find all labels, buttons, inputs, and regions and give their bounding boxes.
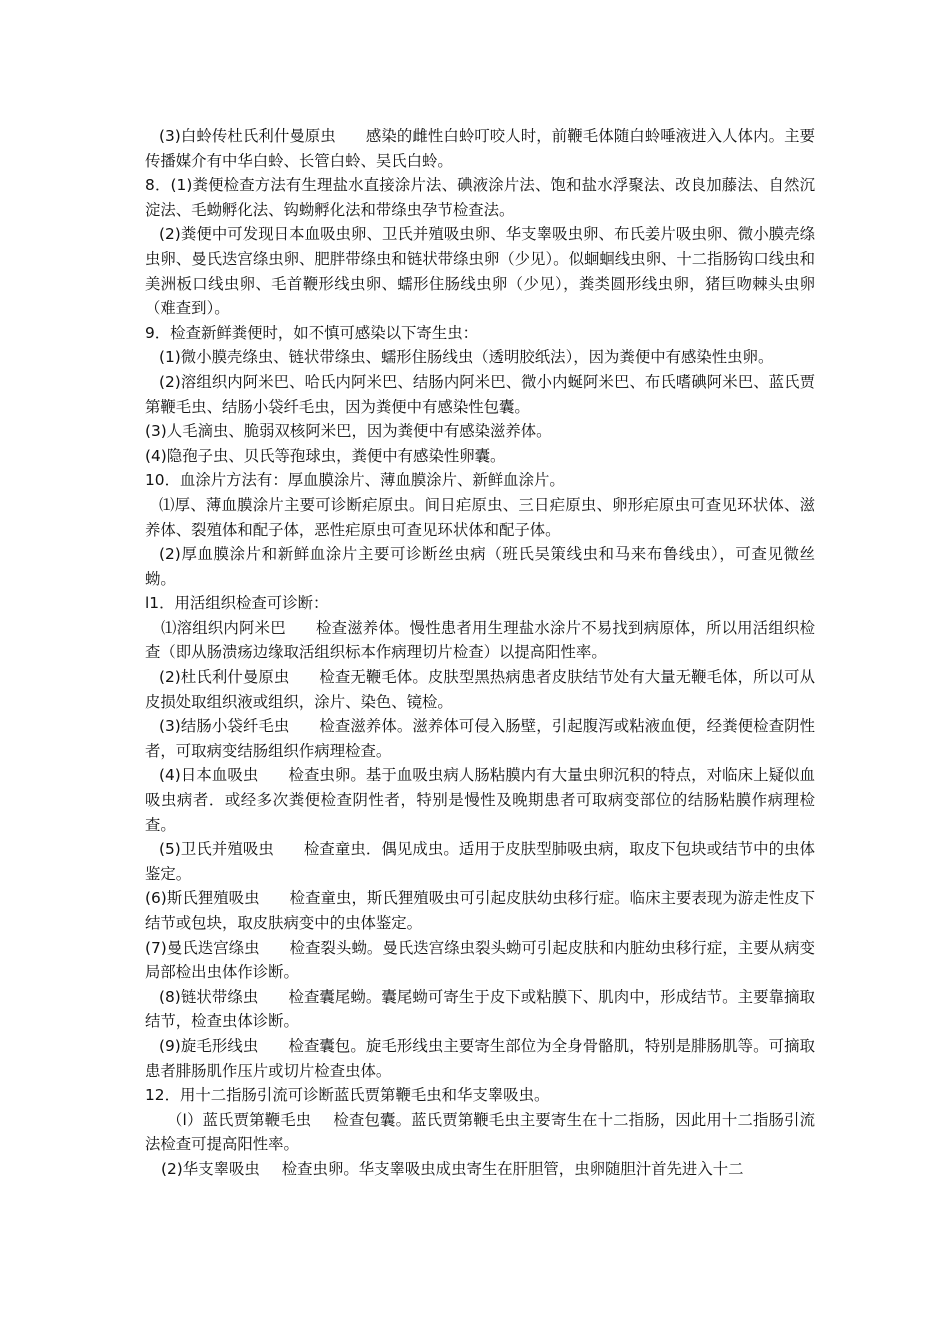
paragraph-text: 检查虫卵。基于血吸虫病人肠粘膜内有大量虫卵沉积的特点，对临床上疑似血吸虫病者．或经多次粪便检查阴性者，特别是慢性及晚期患者可取病变部位的结肠粘膜作病理检查。 (145, 766, 815, 834)
paragraph-text: 感染的雌性白蛉叮咬人时，前鞭毛体随白蛉唾液进入人体内。主要传播媒介有中华白蛉、长管白蛉、吴氏白蛉。 (145, 127, 815, 170)
lead-term: (8)链状带绦虫 (159, 987, 259, 1006)
paragraph-text: (4)隐孢子虫、贝氏等孢球虫，粪便中有感染性卵囊。 (145, 446, 506, 465)
paragraph-text: 检查无鞭毛体。皮肤型黑热病患者皮肤结节处有大量无鞭毛体，所以可从皮损处取组织液或组织，涂片、染色、镜检。 (145, 668, 815, 711)
paragraph-9-2 (145, 370, 815, 419)
lead-term: (3)结肠小袋纤毛虫 (159, 717, 290, 736)
paragraph-text: 检查童虫，斯氏狸殖吸虫可引起皮肤幼虫移行症。临床主要表现为游走性皮下结节或包块，取皮肤病变中的虫体鉴定。 (145, 889, 815, 932)
paragraph-9-3 (145, 419, 815, 444)
paragraph-8-1 (145, 173, 815, 222)
paragraph-text: 检查囊包。旋毛形线虫主要寄生部位为全身骨骼肌，特别是腓肠肌等。可摘取患者腓肠肌作压片或切片检查虫体。 (145, 1036, 815, 1080)
lead-term: (2)杜氏利什曼原虫 (159, 668, 290, 687)
lead-term: （l）蓝氏贾第鞭毛虫 (167, 1110, 312, 1129)
paragraph-9-1 (145, 345, 815, 370)
lead-term: (4)日本血吸虫 (159, 766, 259, 785)
paragraph-8-2 (145, 222, 815, 320)
paragraph-text: 8．(1)粪便检查方法有生理盐水直接涂片法、碘液涂片法、饱和盐水浮聚法、改良加藤法、自然沉淀法、毛蚴孵化法、钩蚴孵化法和带绦虫孕节检查法。 (145, 176, 815, 219)
paragraph-9 (145, 321, 815, 346)
paragraph-10-2 (145, 542, 815, 591)
paragraph-11-6 (145, 886, 815, 935)
paragraph-text: 检查滋养体。慢性患者用生理盐水涂片不易找到病原体，所以用活组织检查（即从肠溃疡边缘取活组织标本作病理切片检查）以提高阳性率。 (145, 618, 815, 662)
paragraph-text: (1)微小膜壳绦虫、链状带绦虫、蠕形住肠线虫（透明胶纸法），因为粪便中有感染性虫卵。 (159, 348, 774, 367)
document-body (145, 124, 815, 1182)
lead-term: (3)白蛉传杜氏利什曼原虫 (159, 127, 336, 145)
paragraph-7-3 (145, 124, 815, 173)
paragraph-12 (145, 1083, 815, 1108)
paragraph-text: 检查囊尾蚴。囊尾蚴可寄生于皮下或粘膜下、肌肉中，形成结节。主要靠摘取结节，检查虫体诊断。 (145, 987, 815, 1031)
lead-term: (9)旋毛形线虫 (159, 1036, 259, 1055)
paragraph-text: 9．检查新鲜粪便时，如不慎可感染以下寄生虫： (145, 323, 478, 342)
paragraph-11-3 (145, 714, 815, 763)
paragraph-text: l1．用活组织检查可诊断： (145, 594, 329, 613)
paragraph-text: (2)溶组织内阿米巴、哈氏内阿米巴、结肠内阿米巴、微小内蜒阿米巴、布氏嗜碘阿米巴、蓝氏贾第鞭毛虫、结肠小袋纤毛虫，因为粪便中有感染性包囊。 (145, 372, 815, 416)
lead-term: (7)曼氏迭宫绦虫 (145, 938, 260, 957)
paragraph-text: 检查包囊。蓝氏贾第鞭毛虫主要寄生在十二指肠，因此用十二指肠引流法检查可提高阳性率。 (145, 1110, 815, 1154)
paragraph-text: 10．血涂片方法有：厚血膜涂片、薄血膜涂片、新鲜血涂片。 (145, 471, 565, 490)
paragraph-text: (3)人毛滴虫、脆弱双核阿米巴，因为粪便中有感染滋养体。 (145, 422, 552, 441)
paragraph-text: (2)厚血膜涂片和新鲜血涂片主要可诊断丝虫病（班氏吴策线虫和马来布鲁线虫），可查见微丝蚴。 (145, 545, 815, 588)
paragraph-11-9 (145, 1034, 815, 1083)
paragraph-text: 检查滋养体。滋养体可侵入肠壁，引起腹泻或粘液血便，经粪便检查阴性者，可取病变结肠组织作病理检查。 (145, 717, 815, 760)
paragraph-11-4 (145, 763, 815, 837)
paragraph-10-1 (145, 493, 815, 542)
paragraph-11-1 (145, 616, 815, 665)
paragraph-9-4 (145, 444, 815, 469)
paragraph-12-2 (145, 1157, 815, 1182)
lead-term: (6)斯氏狸殖吸虫 (145, 889, 260, 908)
paragraph-text: (2)粪便中可发现日本血吸虫卵、卫氏并殖吸虫卵、华支睾吸虫卵、布氏姜片吸虫卵、微小膜壳绦虫卵、曼氏迭宫绦虫卵、肥胖带绦虫和链状带绦虫卵（少见）。似蛔蛔线虫卵、十二指肠钩口线虫和美洲板口线虫卵、毛首鞭形线虫卵、蠕形住肠线虫卵（少见），粪类圆形线虫卵，猪巨吻棘头虫卵（难查到）。 (145, 225, 815, 318)
paragraph-11-2 (145, 665, 815, 714)
paragraph-text: 检查童虫．偶见成虫。适用于皮肤型肺吸虫病，取皮下包块或结节中的虫体鉴定。 (145, 840, 815, 883)
paragraph-text: 检查虫卵。华支睾吸虫成虫寄生在肝胆管，虫卵随胆汁首先进入十二 (281, 1159, 744, 1178)
lead-term: (5)卫氏并殖吸虫 (159, 840, 274, 859)
paragraph-text: ⑴厚、薄血膜涂片主要可诊断疟原虫。间日疟原虫、三日疟原虫、卵形疟原虫可查见环状体、滋养体、裂殖体和配子体，恶性疟原虫可查见环状体和配子体。 (145, 495, 815, 539)
lead-term: ⑴溶组织内阿米巴 (161, 618, 286, 637)
paragraph-10 (145, 468, 815, 493)
paragraph-11-7 (145, 936, 815, 985)
paragraph-text: 检查裂头蚴。曼氏迭宫绦虫裂头蚴可引起皮肤和内脏幼虫移行症，主要从病变局部检出虫体作诊断。 (145, 938, 815, 982)
paragraph-11-8 (145, 985, 815, 1034)
lead-term: (2)华支睾吸虫 (161, 1159, 260, 1178)
paragraph-11-5 (145, 837, 815, 886)
paragraph-12-1 (145, 1108, 815, 1157)
paragraph-text: 12．用十二指肠引流可诊断蓝氏贾第鞭毛虫和华支睾吸虫。 (145, 1086, 550, 1105)
paragraph-11 (145, 591, 815, 616)
